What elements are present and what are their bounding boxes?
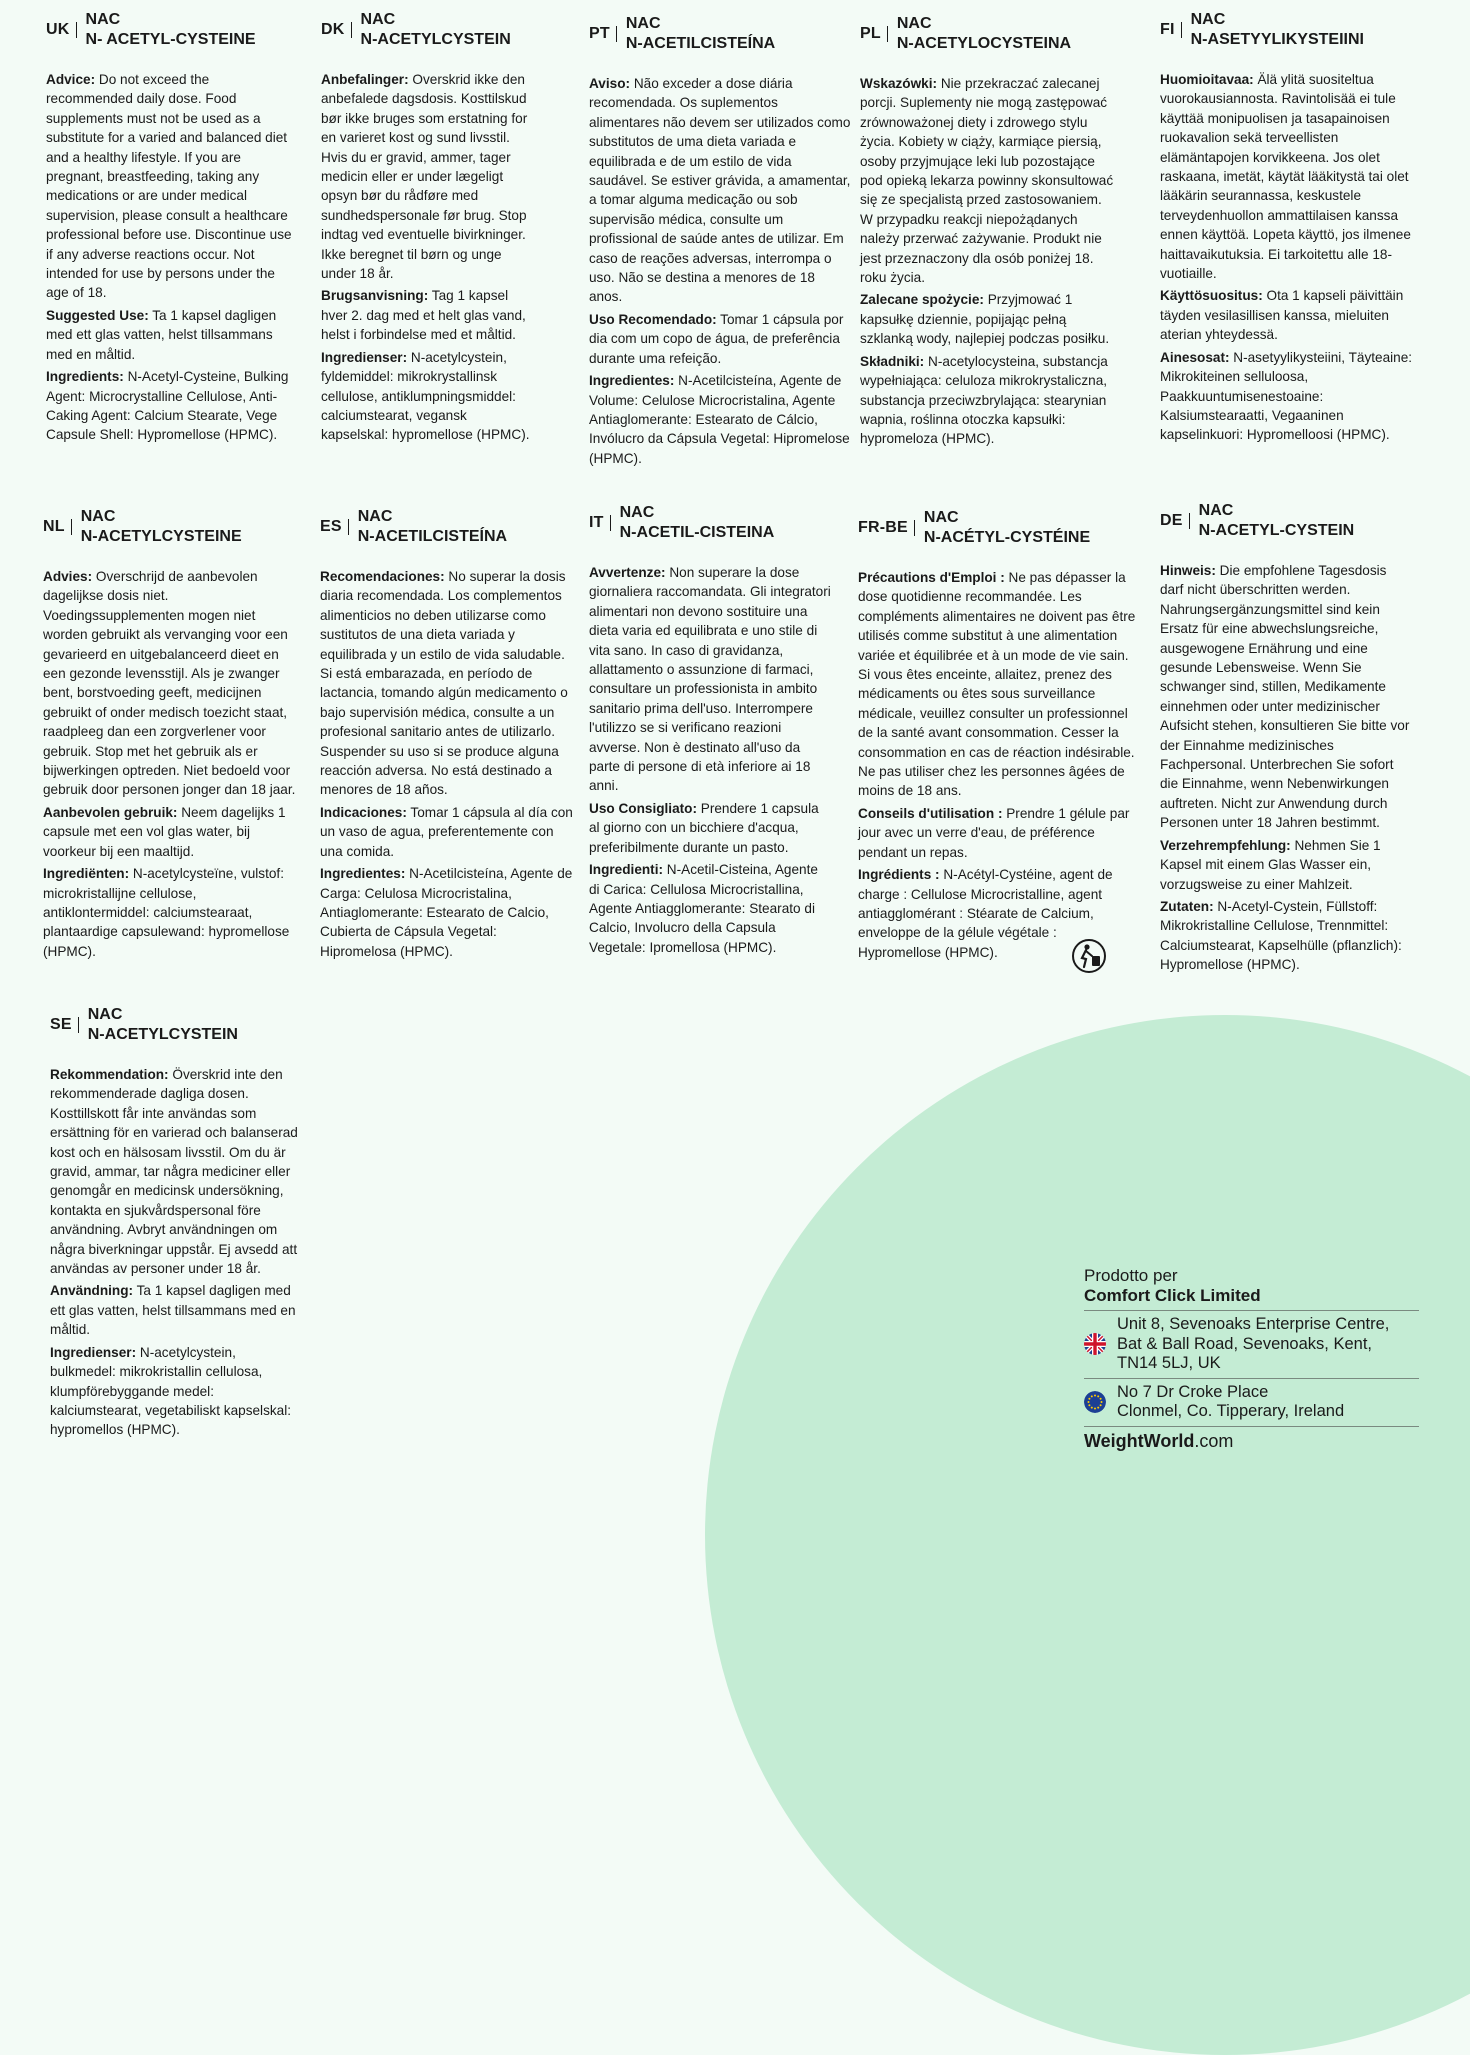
usage-paragraph (43, 803, 298, 861)
section-header (858, 508, 1138, 548)
product-chemical-name: N-ACETILCISTEÍNA (625, 35, 776, 52)
header-divider (1181, 22, 1182, 38)
usage-paragraph (589, 799, 831, 857)
advice-paragraph (320, 567, 575, 800)
paragraph-text: N-Acétyl-Cystéine, agent de charge : Cellulose Microcristalline, agent antiagglomérant : Stéarate de Calcium, enveloppe de la gélule végétale : Hypromellose (HPMC). (858, 867, 1113, 960)
language-code: NL (43, 518, 65, 535)
usage-paragraph (50, 1281, 300, 1339)
section-header (1160, 501, 1412, 541)
paragraph-text: Nehmen Sie 1 Kapsel mit einem Glas Wasser ein, vorzugsweise zu einer Mahlzeit. (1160, 837, 1381, 892)
product-name: NAC (360, 11, 396, 28)
paragraph-text: Overschrijd de aanbevolen dagelijkse dosis niet. Voedingssupplementen mogen niet worden gebruikt als vervanging voor een gevarieerd en uitgebalanceerd dieet en een gezonde levensstijl. Als je zwanger bent, borstvoeding geeft, medicijnen gebruikt of onder medisch toezicht staat, raadpleeg dan een zorgverlener voor gebruik. Stop met het gebruik als er bijwerkingen optreden. Niet bedoeld voor gebruik door personen jonger dan 18 jaar. (43, 569, 296, 798)
advice-paragraph (860, 74, 1118, 287)
section-fi (1160, 10, 1415, 448)
paragraph-text: Ta 1 kapsel dagligen med ett glas vatten, helst tillsammans med en måltid. (50, 1283, 296, 1338)
section-es (320, 507, 575, 964)
paragraph-text: N-acetylocysteina, substancja wypełniająca: celuloza mikrokrystaliczna, substancja przeciwzbrylająca: stearynian wapnia, roślinna otoczka kapsułki: hypromeloza (HPMC). (860, 353, 1108, 447)
paragraph-text: Tomar 1 cápsula por dia com um copo de água, de preferência durante uma refeição. (589, 311, 844, 366)
paragraph-text: Ota 1 kapseli päivittäin täyden vesilasillisen kanssa, mieluiten aterian yhteydessä. (1160, 288, 1404, 343)
paragraph-text: N-Acetyl-Cystein, Füllstoff: Mikrokristalline Cellulose, Trennmittel: Calciumstearat, Kapselhülle (pflanzlich): Hypromellose (HPMC). (1160, 898, 1402, 973)
ingredients-paragraph (589, 860, 831, 957)
usage-paragraph (858, 804, 1138, 862)
product-title (620, 503, 775, 543)
product-title (924, 508, 1090, 548)
paragraph-text: Ne pas dépasser la dose quotidienne recommandée. Les compléments alimentaires ne doivent pas être utilisés comme substitut à une alimentation variée et équilibrée et à un mode de vie sain. Si vous êtes enceinte, allaitez, prenez des médicaments ou êtes sous surveillance médicale, veuillez consulter un professionnel de la santé avant consommation. Cesser la consommation en cas de réaction indésirable. Ne pas utiliser chez les personnes âgées de moins de 18 ans. (858, 570, 1136, 799)
paragraph-label: Indicaciones: (320, 804, 407, 820)
header-divider (914, 520, 915, 536)
paragraph-label: Uso Consigliato: (589, 800, 697, 816)
advice-paragraph (589, 74, 851, 307)
header-divider (351, 22, 352, 38)
section-uk (46, 10, 296, 448)
usage-paragraph (589, 310, 851, 368)
producer-company: Comfort Click Limited (1084, 1286, 1261, 1305)
advice-paragraph (1160, 70, 1415, 283)
header-divider (616, 26, 617, 42)
product-title (1191, 10, 1364, 50)
section-header (50, 1005, 300, 1045)
usage-paragraph (321, 286, 531, 344)
paragraph-text: N-acetylcysteïne, vulstof: microkristallijne cellulose, antiklontermiddel: calciumstearaat, plantaardige capsulewand: hypromellose (HPMC). (43, 866, 290, 959)
eu-address-line1: No 7 Dr Croke Place (1117, 1382, 1269, 1401)
language-code: FR-BE (858, 519, 908, 536)
paragraph-label: Användning: (50, 1283, 134, 1299)
paragraph-label: Verzehrempfehlung: (1160, 837, 1291, 853)
advice-paragraph (321, 70, 531, 283)
product-name: NAC (619, 504, 655, 521)
header-divider (348, 519, 349, 535)
paragraph-label: Ainesosat: (1160, 349, 1230, 365)
advice-paragraph (50, 1065, 300, 1278)
divider (1084, 1310, 1419, 1311)
product-name: NAC (85, 11, 121, 28)
paragraph-label: Advice: (46, 72, 96, 87)
paragraph-label: Rekommendation: (50, 1067, 169, 1082)
divider (1084, 1426, 1419, 1427)
ingredients-paragraph (43, 864, 298, 961)
product-chemical-name: N-ACETYLCYSTEIN (360, 31, 511, 48)
paragraph-label: Ingredienser: (321, 349, 408, 365)
divider (1084, 1378, 1419, 1379)
product-title (88, 1005, 238, 1045)
paragraph-text: Ta 1 kapsel dagligen med ett glas vatten, helst tillsammans med en måltid. (46, 307, 277, 362)
paragraph-label: Aviso: (589, 76, 631, 91)
paragraph-text: Prendere 1 capsula al giorno con un bicchiere d'acqua, preferibilmente durante un pasto. (589, 800, 819, 855)
paragraph-text: Prendre 1 gélule par jour avec un verre d'eau, de préférence pendant un repas. (858, 805, 1130, 860)
ingredients-paragraph (46, 367, 296, 445)
eu-address-line2: Clonmel, Co. Tipperary, Ireland (1117, 1402, 1345, 1420)
paragraph-label: Recomendaciones: (320, 569, 445, 584)
header-divider (76, 22, 77, 38)
paragraph-label: Ingredients: (46, 369, 124, 385)
product-title (897, 14, 1071, 54)
paragraph-text: N-Acetil-Cisteina, Agente di Carica: Cellulosa Microcristallina, Agente Antiagglomerante: Stearato di Calcio, Involucro della Capsula Vegetale: Ipromellosa (HPMC). (589, 862, 818, 955)
usage-paragraph (860, 290, 1118, 348)
paragraph-text: Die empfohlene Tagesdosis darf nicht überschritten werden. Nahrungsergänzungsmittel sind kein Ersatz für eine abwechslungsreiche, ausgewogene Ernährung und eine gesunde Lebensweise. Wenn Sie schwanger sind, stillen, Medikamente einnehmen oder unter medizinischer Aufsicht stehen, konsultieren Sie bitte vor der Einnahme medizinisches Fachpersonal. Unterbrechen Sie sofort die Einnahme, wenn Nebenwirkungen auftreten. Nicht zur Anwendung durch Personen unter 18 Jahren bestimmt. (1160, 563, 1410, 831)
section-header (860, 14, 1118, 54)
advice-paragraph (43, 567, 298, 800)
product-chemical-name: N-ASETYYLIKYSTEIINI (1190, 31, 1364, 48)
paragraph-text: Neem dagelijks 1 capsule met een vol glas water, bij voorkeur bij een maaltijd. (43, 804, 286, 859)
paragraph-text: N-Acetilcisteína, Agente de Carga: Celulosa Microcristalina, Antiaglomerante: Estearato de Calcio, Cubierta de Cápsula Vegetal: Hipromelosa (HPMC). (320, 866, 573, 959)
paragraph-label: Hinweis: (1160, 563, 1216, 578)
uk-flag-icon (1084, 1333, 1106, 1355)
paragraph-label: Składniki: (860, 353, 925, 369)
paragraph-text: Överskrid inte den rekommenderade dagliga dosen. Kosttillskott får inte användas som ersättning för en varierad och balanserad kost och en hälsosam livsstil. Om du är gravid, ammar, tar några mediciner eller genomgår en medicinsk undersökning, kontakta en sjukvårdspersonal före användning. Avbryt användningen om några biverkningar uppstår. Ej avsedd att användas av personer under 18 år. (50, 1067, 298, 1277)
usage-paragraph (1160, 286, 1415, 344)
section-fr-be (858, 508, 1138, 965)
paragraph-text: N-acetylcystein, bulkmedel: mikrokristallin cellulosa, klumpförebyggande medel: kalciumstearat, vegetabiliskt kapselskal: hypromellos (HPMC). (50, 1344, 292, 1438)
section-de (1160, 501, 1412, 978)
uk-address (1084, 1315, 1419, 1374)
paragraph-text: N-Acetyl-Cysteine, Bulking Agent: Microcrystalline Cellulose, Anti-Caking Agent: Calcium Stearate, Vege Capsule Shell: Hypromellose (HPMC). (46, 369, 289, 443)
paragraph-label: Aanbevolen gebruik: (43, 804, 178, 820)
product-name: NAC (1190, 11, 1226, 28)
paragraph-text: N-asetyylikysteiini, Täyteaine: Mikrokiteinen selluloosa, Paakkuuntumisenestoaine: Kalsiumstearaatti, Vegaaninen kapselinkuori: Hypromelloosi (HPMC). (1160, 349, 1413, 443)
section-header (43, 507, 298, 547)
website-brand: WeightWorld (1084, 1430, 1195, 1451)
website-tld: .com (1194, 1430, 1234, 1451)
paragraph-text: No superar la dosis diaria recomendada. Los complementos alimenticios no deben utilizarse como sustitutos de una dieta variada y equilibrada y un estilo de vida saludable. Si está embarazada, en período de lactancia, tomando algún medicamento o bajo supervisión médica, consulte a un profesional sanitario antes de utilizarlo. Suspender su uso si se produce alguna reacción adversa. No está destinado a menores de 18 años. (320, 569, 568, 798)
paragraph-label: Zutaten: (1160, 898, 1214, 914)
paragraph-label: Advies: (43, 569, 93, 584)
product-title (626, 14, 775, 54)
product-chemical-name: N-ACETYLCYSTEINE (80, 528, 242, 545)
paragraph-label: Wskazówki: (860, 76, 938, 91)
usage-paragraph (320, 803, 575, 861)
section-pt (589, 14, 851, 471)
product-chemical-name: N-ACÉTYL-CYSTÉINE (923, 529, 1091, 546)
section-dk (321, 10, 531, 448)
eu-flag-icon (1084, 1391, 1106, 1413)
paragraph-label: Käyttösuositus: (1160, 288, 1263, 304)
product-title (361, 10, 511, 50)
section-header (589, 503, 831, 543)
paragraph-text: N-Acetilcisteína, Agente de Volume: Celulose Microcristalina, Agente Antiaglomerante: Estearato de Cálcio, Invólucro da Cápsula Vegetal: Hipromelose (HPMC). (589, 373, 850, 466)
paragraph-label: Ingredientes: (320, 866, 406, 882)
product-name: NAC (896, 15, 932, 32)
product-chemical-name: N-ACETYLCYSTEIN (87, 1026, 238, 1043)
usage-paragraph (1160, 836, 1412, 894)
product-chemical-name: N-ACETYL-CYSTEIN (1198, 522, 1355, 539)
advice-paragraph (46, 70, 296, 303)
paragraph-label: Conseils d'utilisation : (858, 805, 1003, 821)
product-chemical-name: N- ACETYL-CYSTEINE (85, 31, 256, 48)
uk-address-line2: Bat & Ball Road, Sevenoaks, Kent, (1117, 1334, 1372, 1353)
ingredients-paragraph (320, 864, 575, 961)
language-code: DK (321, 21, 345, 38)
section-nl (43, 507, 298, 964)
section-header (1160, 10, 1415, 50)
language-code: SE (50, 1016, 72, 1033)
ingredients-paragraph (1160, 348, 1415, 445)
product-chemical-name: N-ACETILCISTEÍNA (357, 528, 508, 545)
advice-paragraph (1160, 561, 1412, 833)
paragraph-label: Anbefalinger: (321, 72, 409, 87)
language-code: UK (46, 21, 70, 38)
language-code: PL (860, 25, 881, 42)
paragraph-text: Tag 1 kapsel hver 2. dag med et helt glas vand, helst i forbindelse med et måltid. (321, 288, 526, 343)
paragraph-text: N-acetylcystein, fyldemiddel: mikrokrystallinsk cellulose, antiklumpningsmiddel: calciumstearat, vegansk kapselskal: hypromellose (HPMC). (321, 349, 530, 443)
product-name: NAC (87, 1006, 123, 1023)
producer-label: Prodotto per (1084, 1266, 1178, 1285)
ingredients-paragraph (1160, 897, 1412, 975)
paragraph-label: Brugsanvisning: (321, 288, 429, 304)
paragraph-label: Ingredientes: (589, 373, 675, 389)
section-header (321, 10, 531, 50)
advice-paragraph (589, 563, 831, 796)
paragraph-text: Przyjmować 1 kapsułkę dziennie, popijając pełną szklanką wody, najlepiej podczas posiłku. (860, 292, 1110, 347)
language-code: ES (320, 518, 342, 535)
recycling-person-icon (1071, 938, 1107, 974)
advice-paragraph (858, 568, 1138, 801)
paragraph-text: Não exceder a dose diária recomendada. Os suplementos alimentares não devem ser utilizados como substitutos de uma dieta variada e equilibrada e de um estilo de vida saudável. Se estiver grávida, a amamentar, a tomar alguma medicação ou sob supervisão médica, consulte um profissional de saúde antes de utilizar. Em caso de reações adversas, interrompa o uso. Não se destina a menores de 18 anos. (589, 76, 851, 305)
ingredients-paragraph (321, 348, 531, 445)
product-name: NAC (625, 15, 661, 32)
website[interactable] (1084, 1431, 1419, 1452)
producer-address-block (1084, 1266, 1419, 1452)
product-name: NAC (1198, 502, 1234, 519)
paragraph-text: Tomar 1 cápsula al día con un vaso de agua, preferentemente con una comida. (320, 804, 573, 859)
section-header (320, 507, 575, 547)
paragraph-text: Overskrid ikke den anbefalede dagsdosis. Kosttilskud bør ikke bruges som erstatning for en varieret kost og sund livsstil. Hvis du er gravid, ammer, tager medicin eller er under lægeligt opsyn bør du rådføre med sundhedspersonale før brug. Stop indtag ved eventuelle bivirkninger. Ikke beregnet til børn og unge under 18 år. (321, 72, 528, 282)
product-title (81, 507, 242, 547)
header-divider (887, 26, 888, 42)
section-se (50, 1005, 300, 1443)
ingredients-paragraph (589, 371, 851, 468)
paragraph-label: Zalecane spożycie: (860, 292, 984, 308)
product-title (358, 507, 507, 547)
paragraph-text: Do not exceed the recommended daily dose. Food supplements must not be used as a substitute for a varied and balanced diet and a healthy lifestyle. If you are pregnant, breastfeeding, taking any medications or are under medical supervision, please consult a healthcare professional before use. Discontinue use if any adverse reactions occur. Not intended for use by persons under the age of 18. (46, 72, 292, 301)
language-code: FI (1160, 21, 1175, 38)
paragraph-label: Suggested Use: (46, 307, 149, 323)
product-name: NAC (80, 508, 116, 525)
paragraph-label: Ingrediënten: (43, 866, 130, 882)
paragraph-label: Huomioitavaa: (1160, 72, 1254, 87)
section-header (589, 14, 851, 54)
paragraph-label: Précautions d'Emploi : (858, 570, 1005, 585)
section-pl (860, 14, 1118, 452)
section-header (46, 10, 296, 50)
section-it (589, 503, 831, 960)
product-title (86, 10, 256, 50)
uk-address-line3: TN14 5LJ, UK (1117, 1354, 1221, 1372)
usage-paragraph (46, 306, 296, 364)
paragraph-label: Avvertenze: (589, 565, 666, 580)
paragraph-text: Nie przekraczać zalecanej porcji. Suplementy nie mogą zastępować zrównoważonej diety i zdrowego stylu życia. Kobiety w ciąży, karmiące piersią, osoby przyjmujące leki lub pozostające pod opieką lekarza powinny skonsultować się ze specjalistą przed zastosowaniem. W przypadku reakcji niepożądanych należy przerwać zażywanie. Produkt nie jest przeznaczony dla osób poniżej 18. roku życia. (860, 76, 1114, 286)
eu-address (1084, 1383, 1419, 1422)
ingredients-paragraph (860, 352, 1118, 449)
header-divider (78, 1017, 79, 1033)
product-name: NAC (923, 509, 959, 526)
product-name: NAC (357, 508, 393, 525)
decorative-green-circle (705, 1015, 1470, 2055)
ingredients-paragraph (50, 1343, 300, 1440)
paragraph-text: Non superare la dose giornaliera raccomandata. Gli integratori alimentari non devono sostituire una dieta varia ed equilibrata e uno stile di vita sano. In caso di gravidanza, allattamento o assunzione di farmaci, consultare un professionista in ambito sanitario prima dell'uso. Interrompere l'utilizzo se si verificano reazioni avverse. Non è destinato all'uso da parte di persone di età inferiore ai 18 anni. (589, 565, 831, 794)
paragraph-label: Ingrédients : (858, 867, 940, 883)
language-code: IT (589, 514, 604, 531)
paragraph-label: Uso Recomendado: (589, 311, 717, 327)
product-chemical-name: N-ACETYLOCYSTEINA (896, 35, 1072, 52)
language-code: DE (1160, 512, 1183, 529)
paragraph-label: Ingredienti: (589, 862, 664, 878)
uk-address-line1: Unit 8, Sevenoaks Enterprise Centre, (1117, 1315, 1390, 1333)
product-title (1199, 501, 1355, 541)
paragraph-text: Älä ylitä suositeltua vuorokausiannosta. Ravintolisää ei tule käyttää monipuolisen ja tasapainoisen ruokavalion sekä terveellisten elämäntapojen korvikkeena. Jos olet raskaana, imetät, käytät lääkitystä tai olet lääkärin seurannassa, keskustele terveydenhuollon ammattilaisen kanssa ennen käyttöä. Lopeta käyttö, jos ilmenee haittavaikutuksia. Ei tarkoitettu alle 18-vuotiaille. (1160, 72, 1411, 282)
language-code: PT (589, 25, 610, 42)
paragraph-label: Ingredienser: (50, 1344, 137, 1360)
header-divider (610, 515, 611, 531)
header-divider (1189, 513, 1190, 529)
product-chemical-name: N-ACETIL-CISTEINA (619, 524, 775, 541)
header-divider (71, 519, 72, 535)
